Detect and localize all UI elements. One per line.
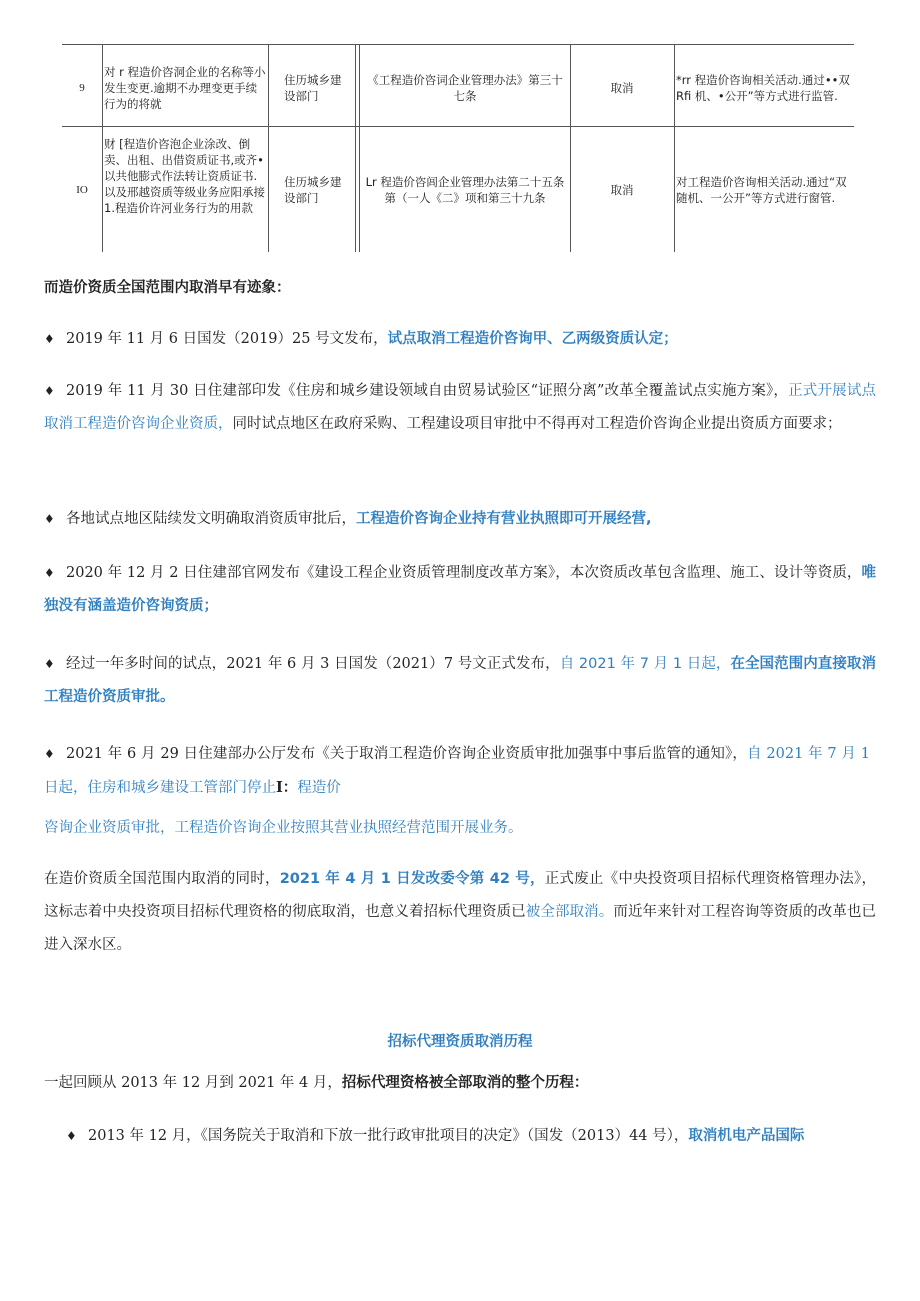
bullet-item-3 xyxy=(44,503,876,536)
deregulation-table xyxy=(62,44,854,252)
highlight-text: 程造价 xyxy=(297,780,341,796)
bullet-text: 2013 年 12 月，《国务院关于取消和下放一批行政审批项目的决定》（国发（2013）44 号）， xyxy=(88,1128,689,1144)
table-cell-measure: *rr 程造价咨询相关活动.通过••双Rfi 机、•公开”等方式进行监管. xyxy=(676,73,850,103)
highlight-text: 在全国范围内直接取消工程造价资质审批。 xyxy=(44,656,876,705)
bullet-text: 2020 年 12 月 2 日住建部官网发布《建设工程企业资质管理制度改革方案》，本次资质改革包含监理、施工、设计等资质， xyxy=(66,565,862,581)
table-col-divider xyxy=(570,44,571,252)
highlight-text: 自 2021 年 7 月 1 日起，住房和城乡建设工管部门停止 xyxy=(44,746,870,796)
bullet-text: 2021 年 6 月 29 日住建部办公厅发布《关于取消工程造价咨询企业资质审批加强事中事后监管的通知》， xyxy=(66,746,748,762)
bullet-text: 2019 年 11 月 6 日国发（2019）25 号文发布， xyxy=(66,331,388,347)
table-col-divider xyxy=(268,44,269,252)
table-col-divider xyxy=(359,44,360,252)
bullet-item-2 xyxy=(44,375,876,441)
table-cell-measure: 对工程造价咨询相关活动.通过“双随机、一公开”等方式进行窗管. xyxy=(676,175,847,205)
bullet-item-6 xyxy=(44,738,870,805)
bullet-text-tail: 同时试点地区在政府采购、工程建设项目审批中不得再对工程造价咨询企业提出资质方面要求； xyxy=(232,416,842,432)
highlight-text: 试点取消工程造价咨询甲、乙两级资质认定； xyxy=(387,331,678,347)
highlight-text: 取消机电产品国际 xyxy=(688,1128,805,1144)
review-text-bold: 招标代理资格被全部取消的整个历程： xyxy=(341,1075,589,1091)
bullet-text: 2019 年 11 月 30 日住建部印发《住房和城乡建设领域自由贸易试验区“证照分离”改革全覆盖试点实施方案》， xyxy=(66,383,789,399)
table-col-divider xyxy=(355,44,356,252)
paragraph-text: 在造价资质全国范围内取消的同时， xyxy=(44,871,280,887)
highlight-text: 工程造价咨询企业持有营业执照即可开展经营, xyxy=(356,511,652,527)
table-cell-dept: 住历城乡建设部门 xyxy=(284,175,342,205)
bullet-icon: ♦ xyxy=(44,332,55,346)
table-cell-dept: 住历城乡建设部门 xyxy=(284,73,342,103)
bullet-item-5 xyxy=(44,648,876,714)
bullet-icon: ♦ xyxy=(44,566,55,580)
bullet-icon: ♦ xyxy=(44,657,55,671)
highlight-text: 唯独没有涵盖造价咨询资质； xyxy=(44,565,876,614)
paragraph-abolition xyxy=(44,863,876,962)
section-title: 招标代理资质取消历程 xyxy=(387,1034,533,1050)
bullet-icon: ♦ xyxy=(66,1129,77,1143)
table-col-divider xyxy=(102,44,103,252)
table-cell-item: 财 [程造价咨泡企业涂改、倒卖、出租、出借资质证书,或齐•以共他膨式作法转让资质证书.以及邢越资质等级业务应阳承接 1.程造价许河业务行为的用款 xyxy=(104,137,265,215)
bullet-icon: ♦ xyxy=(44,384,55,398)
bullet-item-4 xyxy=(44,557,876,623)
table-cell-method: 取消 xyxy=(610,81,634,95)
table-cell-method: 取消 xyxy=(610,183,634,197)
table-cell-num: 9 xyxy=(79,82,85,94)
bullet-item-7 xyxy=(66,1120,886,1153)
table-cell-num: IO xyxy=(76,184,88,196)
review-text xyxy=(44,1067,876,1100)
table-col-divider xyxy=(674,44,675,252)
bullet-item-1 xyxy=(44,323,876,356)
table-row-divider xyxy=(62,126,854,127)
highlight-text: 2021 年 4 月 1 日发改委令第 42 号， xyxy=(279,871,545,887)
bullet-icon: ♦ xyxy=(44,512,55,526)
highlight-text: 正式开展试点取消工程造价咨询企业资质， xyxy=(44,383,877,432)
bullet-text: 经过一年多时间的试点，2021 年 6 月 3 日国发（2021）7 号文正式发布， xyxy=(66,656,560,672)
table-cell-basis: Lr 程造价咨闾企业管理办法第二十五条第（一人《二》项和第三十九条 xyxy=(365,175,565,205)
highlight-text: I： xyxy=(276,779,298,796)
paragraph-text: 而近年来针对工程咨询等资质的改革也已进入深水区。 xyxy=(44,904,877,953)
review-text-plain: 一起回顾从 2013 年 12 月到 2021 年 4 月， xyxy=(44,1075,342,1091)
bullet-icon: ♦ xyxy=(44,747,55,761)
intro-text: 而造价资质全国范围内取消早有迹象： xyxy=(44,279,291,296)
table-cell-basis: 《工程造价咨词企业管理办法》第三十七条 xyxy=(367,73,563,103)
highlight-text: 被全部取消。 xyxy=(525,904,614,920)
bullet-text: 各地试点地区陆续发文明确取消资质审批后， xyxy=(66,511,356,527)
table-top-border xyxy=(62,44,854,45)
table-cell-item: 对 r 程造价咨洞企业的名称等小发生变更.逾期不办理变更手续行为的将就 xyxy=(104,65,266,111)
paragraph-text: 正式废止《中央投资项目招标代理资格管理办法》，这标志着中央投资项目招标代理资格的彻底取消，也意义着招标代理资质已 xyxy=(44,871,877,920)
highlight-text: 自 2021 年 7 月 1 日起， xyxy=(559,656,731,672)
bullet-item-6-continued: 咨询企业资质审批，工程造价咨询企业按照其营业执照经营范围开展业务。 xyxy=(44,820,523,836)
